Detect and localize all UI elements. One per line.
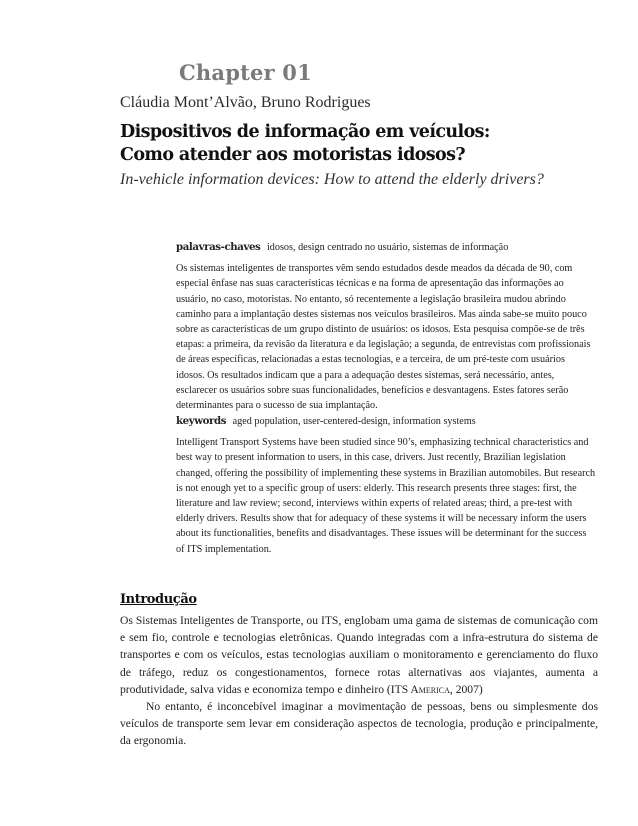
keywords-list: aged population, user-centered-design, information systems <box>232 416 476 427</box>
section-heading: Introdução <box>120 592 197 607</box>
section-body <box>120 612 598 750</box>
abstract-english <box>176 414 596 557</box>
title-english: In-vehicle information devices: How to attend the elderly drivers? <box>120 171 544 188</box>
authors: Cláudia Mont’Alvão, Bruno Rodrigues <box>120 94 371 111</box>
citation-author: ITS America <box>390 682 450 696</box>
paragraph-text: Os Sistemas Inteligentes de Transporte, ou ITS, englobam uma gama de sistemas de comunicação com e sem fio, controle e tecnologias eletrônicas. Quando integradas com a infra-estrutura do sistema de transportes e com os veículos, estas tecnologias auxiliam o monitoramento e gerenciamento do fluxo de tráfego, reduz os congestionamentos, fornece rotas alternativas aos viajantes, aumenta a produtividade, salva vidas e economiza tempo e dinheiro ( <box>120 614 598 696</box>
abstract-portuguese <box>176 240 596 413</box>
paragraph: No entanto, é inconcebível imaginar a movimentação de pessoas, bens ou simplesmente dos veículos de transporte sem levar em consideração aspectos de tecnologia, produção e principalmente, da ergonomia. <box>120 700 598 748</box>
chapter-number: Chapter 01 <box>179 60 312 85</box>
citation-year: , 2007) <box>449 682 483 696</box>
abstract-text: Intelligent Transport Systems have been studied since 90’s, emphasizing technical characteristics and best way to present information to users, in this case, drivers. Just recently, Brazilian legislation changed, offering the possibility of implementing these systems in Brazilian automobiles. But research is not enough yet to a specific group of users: elderly. This research presents three stages: first, the literature and law review; second, interviews within experts of related areas; third, a pre-test with elderly drivers. Results show that for adequacy of these systems it will be necessary inform the users about its functionalities, benefits and disadvantages. These issues will be determinant for the success of ITS implementation. <box>176 437 596 555</box>
keywords-list: idosos, design centrado no usuário, sistemas de informação <box>266 242 509 253</box>
keywords-line <box>176 240 596 255</box>
keywords-label: keywords <box>176 415 227 427</box>
title-portuguese: Dispositivos de informação em veículos: Como atender aos motoristas idosos? <box>120 122 490 165</box>
keywords-line <box>176 414 596 429</box>
abstract-text: Os sistemas inteligentes de transportes vêm sendo estudados desde meados da década de 90, com especial ênfase nas suas características técnicas e na forma de apresentação das informações ao usuário, no caso, motoristas. No entanto, só recentemente a legislação brasileira mudou abrindo caminho para a implantação destes sistemas nos veículos brasileiros. Mas ainda sabe-se muito pouco sobre as características de um grupo distinto de usuários: os idosos. Esta pesquisa compõe-se de três etapas: a primeira, da revisão da literatura e da legislação; a segunda, de entrevistas com profissionais de áreas específicas, relacionadas a estas tecnologias, e a terceira, de um pré-teste com usuários idosos. Os resultados indicam que a para a adequação destes sistemas, será necessário, antes, esclarecer os usuários sobre suas funcionalidades, benefícios e desvantagens. Estes fatores serão determinantes para o sucesso de sua implantação. <box>176 263 591 412</box>
paragraph <box>120 612 598 698</box>
keywords-label: palavras-chaves <box>176 241 261 253</box>
